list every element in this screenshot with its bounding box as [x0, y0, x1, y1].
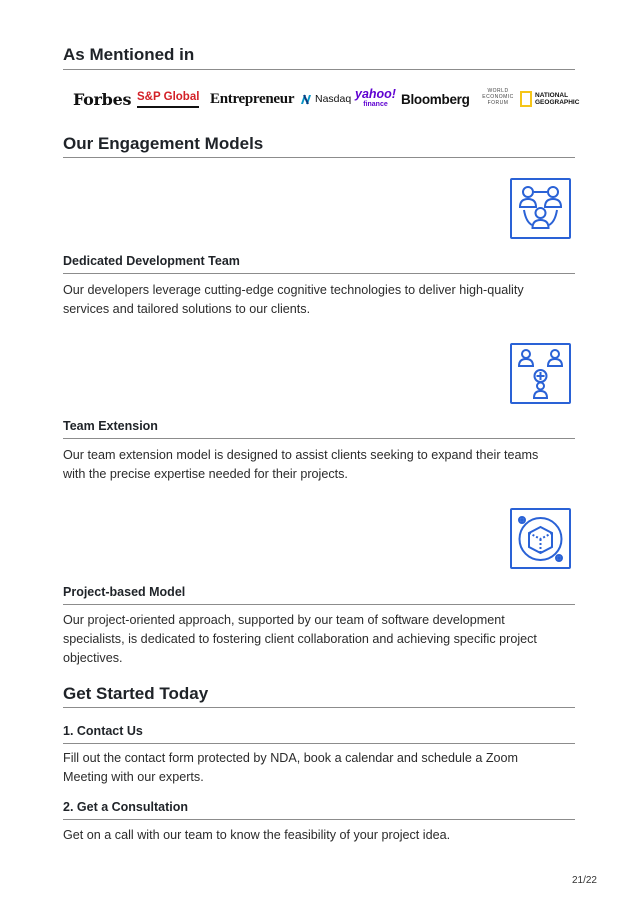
natgeo-label: [535, 92, 579, 106]
wef-line3: FORUM: [487, 100, 509, 106]
step-description-line: Meeting with our experts.: [63, 770, 204, 784]
model-description-line: Our project-oriented approach, supported by our team of software development: [63, 613, 505, 627]
step-title: 2. Get a Consultation: [63, 800, 189, 814]
model-title: Dedicated Development Team: [63, 254, 240, 268]
engagement-heading: Our Engagement Models: [63, 134, 264, 153]
nasdaq-logo: [300, 88, 351, 110]
wef-logo: [483, 88, 513, 110]
natgeo-line2: GEOGRAPHIC: [535, 99, 580, 106]
sp-global-logo: S&P Global: [137, 88, 199, 108]
model-description: [63, 446, 563, 484]
heading-divider: [63, 69, 575, 70]
press-logos: [63, 87, 580, 112]
yahoo-label: yahoo!: [355, 87, 396, 101]
model-description-line: with the precise expertise needed for their projects.: [63, 467, 348, 481]
step-description-line: Get on a call with our team to know the feasibility of your project idea.: [63, 828, 451, 842]
team-group-icon: [510, 178, 571, 239]
heading-divider: [63, 707, 575, 708]
get-started-heading: Get Started Today: [63, 684, 209, 703]
model-description-line: Our team extension model is designed to assist clients seeking to expand their teams: [63, 448, 539, 462]
model-title: Team Extension: [63, 419, 158, 433]
heading-divider: [63, 157, 575, 158]
nasdaq-label: Nasdaq: [315, 93, 352, 105]
bloomberg-logo: Bloomberg: [401, 91, 470, 107]
wef-line1: WORLD: [487, 88, 509, 94]
wef-line2: ECONOMIC: [482, 94, 514, 100]
subheading-divider: [63, 273, 575, 274]
model-description-line: specialists, is dedicated to fostering client collaboration and achieving specific project: [63, 632, 537, 646]
subheading-divider: [63, 438, 575, 439]
step-description: [63, 826, 563, 845]
natgeo-line1: NATIONAL: [535, 92, 569, 99]
model-description-line: objectives.: [63, 651, 123, 665]
cube-project-icon: [510, 508, 571, 569]
subheading-divider: [63, 743, 575, 744]
entrepreneur-logo: Entrepreneur: [210, 90, 295, 107]
page-number: 21/22: [571, 875, 597, 886]
forbes-logo: Forbes: [73, 89, 132, 109]
natgeo-frame-icon: [520, 91, 532, 107]
mentioned-heading: As Mentioned in: [63, 45, 195, 64]
model-title: Project-based Model: [63, 585, 186, 599]
team-add-icon: [510, 343, 571, 404]
model-description-line: Our developers leverage cutting-edge cognitive technologies to deliver high-quality: [63, 283, 524, 297]
yahoo-finance-label: finance: [363, 100, 388, 108]
step-description: [63, 749, 563, 787]
subheading-divider: [63, 604, 575, 605]
subheading-divider: [63, 819, 575, 820]
step-description-line: Fill out the contact form protected by NDA, book a calendar and schedule a Zoom: [63, 751, 519, 765]
model-description: [63, 611, 563, 668]
model-description-line: services and tailored solutions to our clients.: [63, 302, 311, 316]
yahoo-finance-logo: [355, 88, 396, 110]
model-description: [63, 281, 563, 319]
step-title: 1. Contact Us: [63, 724, 143, 738]
nasdaq-mark-icon: [300, 94, 312, 105]
national-geographic-logo: [520, 88, 579, 110]
